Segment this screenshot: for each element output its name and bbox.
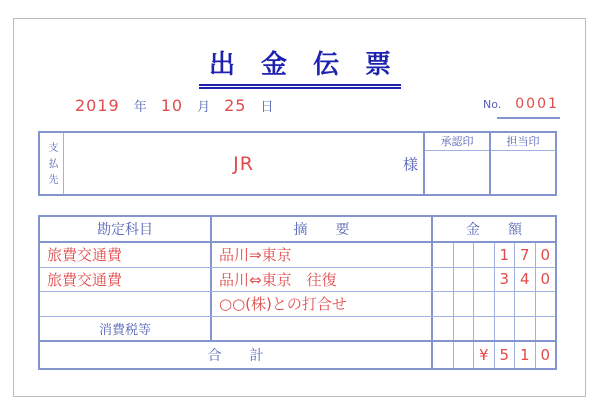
page-title: 出 金 伝 票 bbox=[199, 44, 401, 89]
doc-number-value: 0001 bbox=[515, 96, 559, 112]
date-year-unit: 年 bbox=[133, 99, 147, 115]
amount-digit-cell bbox=[474, 292, 495, 316]
amount-digit-cell bbox=[495, 317, 516, 341]
amount-digit-cell bbox=[495, 292, 516, 316]
payee-honorific: 様 bbox=[402, 155, 418, 173]
total-amount-cells bbox=[433, 342, 555, 368]
account-cell: 旅費交通費 bbox=[40, 268, 212, 292]
date-row bbox=[75, 94, 273, 116]
amount-digit-cell bbox=[454, 268, 475, 292]
header-account: 勘定科目 bbox=[40, 217, 212, 241]
expense-table bbox=[38, 215, 557, 370]
amount-digit-cell: 7 bbox=[515, 243, 536, 267]
amount-cells bbox=[433, 317, 555, 341]
date-year: 2019 bbox=[75, 95, 120, 115]
total-label: 合 計 bbox=[40, 342, 433, 368]
account-cell: 消費税等 bbox=[40, 317, 212, 341]
title-row bbox=[0, 44, 600, 89]
amount-digit-cell bbox=[474, 317, 495, 341]
date-day: 25 bbox=[224, 95, 247, 115]
amount-digit-cell bbox=[433, 317, 454, 341]
amount-digit-cell bbox=[536, 317, 556, 341]
amount-digit-cell bbox=[536, 292, 556, 316]
staff-seal-header: 担当印 bbox=[491, 133, 555, 151]
yen-symbol-cell: ¥ bbox=[474, 342, 495, 368]
amount-cells bbox=[433, 268, 555, 292]
amount-cells bbox=[433, 292, 555, 316]
amount-digit-cell: 0 bbox=[540, 346, 551, 364]
date-day-unit: 日 bbox=[260, 99, 274, 115]
total-row bbox=[40, 340, 555, 368]
table-row bbox=[40, 268, 555, 293]
amount-digit-cell bbox=[515, 292, 536, 316]
staff-seal-column bbox=[489, 133, 555, 194]
amount-digit-cell bbox=[433, 342, 454, 368]
amount-digit-cell bbox=[454, 243, 475, 267]
amount-digit-cell bbox=[515, 317, 536, 341]
header-amount: 金 額 bbox=[466, 222, 522, 238]
description-cell: 品川⇒東京 bbox=[212, 243, 433, 267]
amount-digit-cell: 0 bbox=[540, 245, 551, 264]
amount-digit-cell bbox=[433, 268, 454, 292]
approval-seal-column bbox=[423, 133, 489, 194]
table-row bbox=[40, 243, 555, 268]
amount-digit-cell bbox=[474, 243, 495, 267]
table-row bbox=[40, 317, 555, 341]
header-description: 摘 要 bbox=[212, 217, 433, 241]
amount-digit-cell: 4 bbox=[515, 268, 536, 292]
account-cell: 旅費交通費 bbox=[40, 243, 212, 267]
amount-digit-cell: 1 bbox=[515, 342, 536, 368]
doc-number-label: No. bbox=[483, 98, 502, 111]
amount-digit-cell: 3 bbox=[495, 268, 516, 292]
date-month: 10 bbox=[160, 95, 184, 115]
amount-digit-cell: 0 bbox=[540, 270, 551, 289]
amount-digit-cell bbox=[454, 292, 475, 316]
amount-digit-cell bbox=[454, 342, 475, 368]
payee-cell bbox=[64, 133, 423, 194]
staff-seal-area bbox=[491, 151, 555, 194]
payee-box bbox=[38, 131, 557, 196]
doc-number-group bbox=[483, 96, 559, 112]
amount-cells bbox=[433, 243, 555, 267]
payee-label: 支払先 bbox=[40, 133, 64, 194]
table-row bbox=[40, 292, 555, 317]
approval-seal-area bbox=[425, 151, 489, 194]
amount-digit-cell bbox=[433, 243, 454, 267]
description-cell: 品川⇔東京 往復 bbox=[212, 268, 433, 292]
table-header-row bbox=[40, 217, 555, 243]
description-cell bbox=[212, 317, 433, 341]
amount-digit-cell bbox=[454, 317, 475, 341]
description-cell: ○○(株)との打合せ bbox=[212, 292, 433, 316]
date-month-unit: 月 bbox=[197, 99, 211, 115]
payee-value: JR bbox=[233, 152, 254, 175]
account-cell bbox=[40, 292, 212, 316]
amount-digit-cell: 5 bbox=[495, 342, 516, 368]
amount-digit-cell bbox=[474, 268, 495, 292]
amount-digit-cell bbox=[433, 292, 454, 316]
amount-digit-cell: 1 bbox=[495, 243, 516, 267]
doc-number-underline bbox=[497, 117, 560, 119]
approval-seal-header: 承認印 bbox=[425, 133, 489, 151]
